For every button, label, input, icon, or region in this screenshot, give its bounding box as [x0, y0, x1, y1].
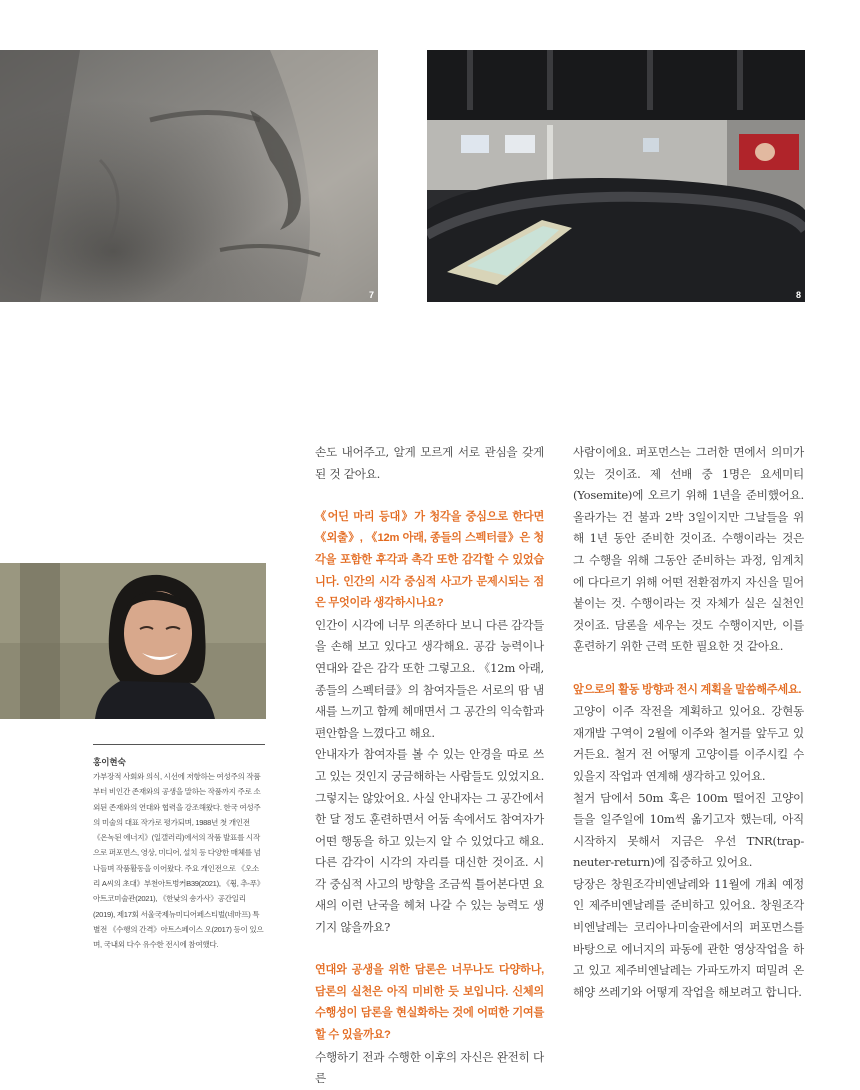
artist-bio-text: 가부장적 사회와 의식, 시선에 저항하는 여성주의 작품부터 비인간 존재와의 공생을 말하는 작품까지 주로 소외된 존재와의 연대와 협력을 강조해왔다. 한국 여성주의 미술의 대표 작가로 평가되며, 1988년 첫 개인전 《온녹된 에너지》(일갤러리)에서의 작품 발표를 시작으로 퍼포먼스, 영상, 미디어, 설치 등 다양한 매체를 넘나들며 작품활동을 이어왔다. 주요 개인전으로 《오소리 A씨의 초대》부천아트벙커B39(2021), 《휭, 추-푸》아트코미술관(2021), 《한낮의 숑가사》공간일리(2019), 제17회 서울국제뉴미디어페스티벌(네마프) 특별전 《수행의 간격》아트스페이스 오(2017) 등이 있으며, 국내외 다수 유수한 전시에 참여했다.	[93, 772, 264, 950]
interview-question: 앞으로의 활동 방향과 전시 계획을 말씀해주세요.	[573, 683, 802, 696]
artist-name: 홍이현숙	[93, 757, 126, 767]
interview-answer: 수행하기 전과 수행한 이후의 자신은 완전히 다른	[315, 1049, 544, 1086]
figure-7-number: 7	[368, 290, 374, 300]
paragraph-gap	[315, 485, 544, 507]
figure-8-photo	[427, 50, 805, 302]
middle-text-column	[315, 442, 544, 1090]
figure-8-number: 8	[795, 290, 801, 300]
interview-question: 《어딘 마리 등대》가 청각을 중심으로 한다면 《외출》, 《12m 아래, 종들의 스펙터클》은 청각을 포함한 후각과 촉각 또한 감각할 수 있었습니다. 인간의 시각 중심적 사고가 문제시되는 점은 무엇이라 생각하시나요?	[315, 510, 544, 610]
right-text-column	[573, 442, 804, 1003]
interview-question: 연대와 공생을 위한 담론은 너무나도 다양하나, 담론의 실천은 아직 미비한 듯 보입니다. 신체의 수행성이 담론을 현실화하는 것에 어떠한 기여를 할 수 있을까요?	[315, 964, 544, 1042]
figure-7-photo	[0, 50, 378, 302]
exhibition-hall-image	[427, 50, 805, 302]
paragraph-gap	[315, 939, 544, 961]
sidebar-divider	[93, 744, 265, 745]
interview-answer: 안내자가 참여자를 볼 수 있는 안경을 따로 쓰고 있는 것인지 궁금해하는 사람들도 있었지요. 그렇지는 않았어요. 사실 안내자는 그 공간에서 한 달 정도 훈련하면서 어둠 속에서도 참여자가 어떤 행동을 하고 있는지 알 수 있었다고 해요. 다른 감각이 시각의 자리를 대신한 것이죠. 시각 중심적 사고의 방향을 조금씩 틀어본다면 요새의 이런 난국을 헤쳐 나갈 수 있는 능력도 생기지 않을까요?	[315, 747, 544, 935]
paragraph-gap	[573, 658, 804, 680]
portrait-image	[0, 563, 266, 719]
interview-answer: 당장은 창원조각비엔날레와 11월에 개최 예정인 제주비엔날레를 준비하고 있어요. 창원조각비엔날레는 코리아나미술관에서의 퍼포먼스를 바탕으로 에너지의 파동에 관한 영상작업을 하고 있고 제주비엔날레는 가파도까지 떠밀려 온 해양 쓰레기와 어떻게 작업을 해보려고 합니다.	[573, 876, 804, 999]
interview-answer: 철거 담에서 50m 혹은 100m 떨어진 고양이들을 일주일에 10m씩 옮기고자 했는데, 아직 시작하지 못해서 지금은 우선 TNR(trap-neuter-return)에 집중하고 있어요.	[573, 790, 804, 870]
portrait-photo	[0, 563, 266, 719]
stone-face-image	[0, 50, 378, 302]
interview-answer: 인간이 시각에 너무 의존하다 보니 다른 감각들을 손해 보고 있다고 생각해요. 공감 능력이나 연대와 같은 감각 또한 그렇고요. 《12m 아래, 종들의 스펙터클》의 참여자들은 서로의 땀 냄새를 느끼고 함께 헤매면서 그 공간의 익숙함과 편안함을 느꼈다고 해요.	[315, 617, 544, 740]
interview-answer: 고양이 이주 작전을 계획하고 있어요. 강현동 재개발 구역이 2월에 이주와 철거를 앞두고 있거든요. 철거 전 어떻게 고양이를 이주시킬 수 있을지 작업과 연계해 생각하고 있어요.	[573, 704, 804, 783]
interview-answer: 사람이에요. 퍼포먼스는 그러한 면에서 의미가 있는 것이죠. 제 선배 중 1명은 요세미티(Yosemite)에 오르기 위해 1년을 준비했어요. 올라가는 건 불과 2박 3일이지만 그날들을 위해 1년 동안 준비한 것이죠. 수행이라는 것은 그 수행을 위해 그동안 준비하는 과정, 임계치에 다다르기 위해 어떤 전환점까지 자신을 밀어붙이는 것. 수행이라는 것 자체가 실은 실천인 것이죠. 담론을 세우는 것도 수행이지만, 이를 훈련하기 위한 근력 또한 필요한 것 같아요.	[573, 445, 804, 654]
artist-bio-sidebar	[93, 744, 265, 953]
interview-answer: 손도 내어주고, 알게 모르게 서로 관심을 갖게 된 것 같아요.	[315, 445, 544, 481]
